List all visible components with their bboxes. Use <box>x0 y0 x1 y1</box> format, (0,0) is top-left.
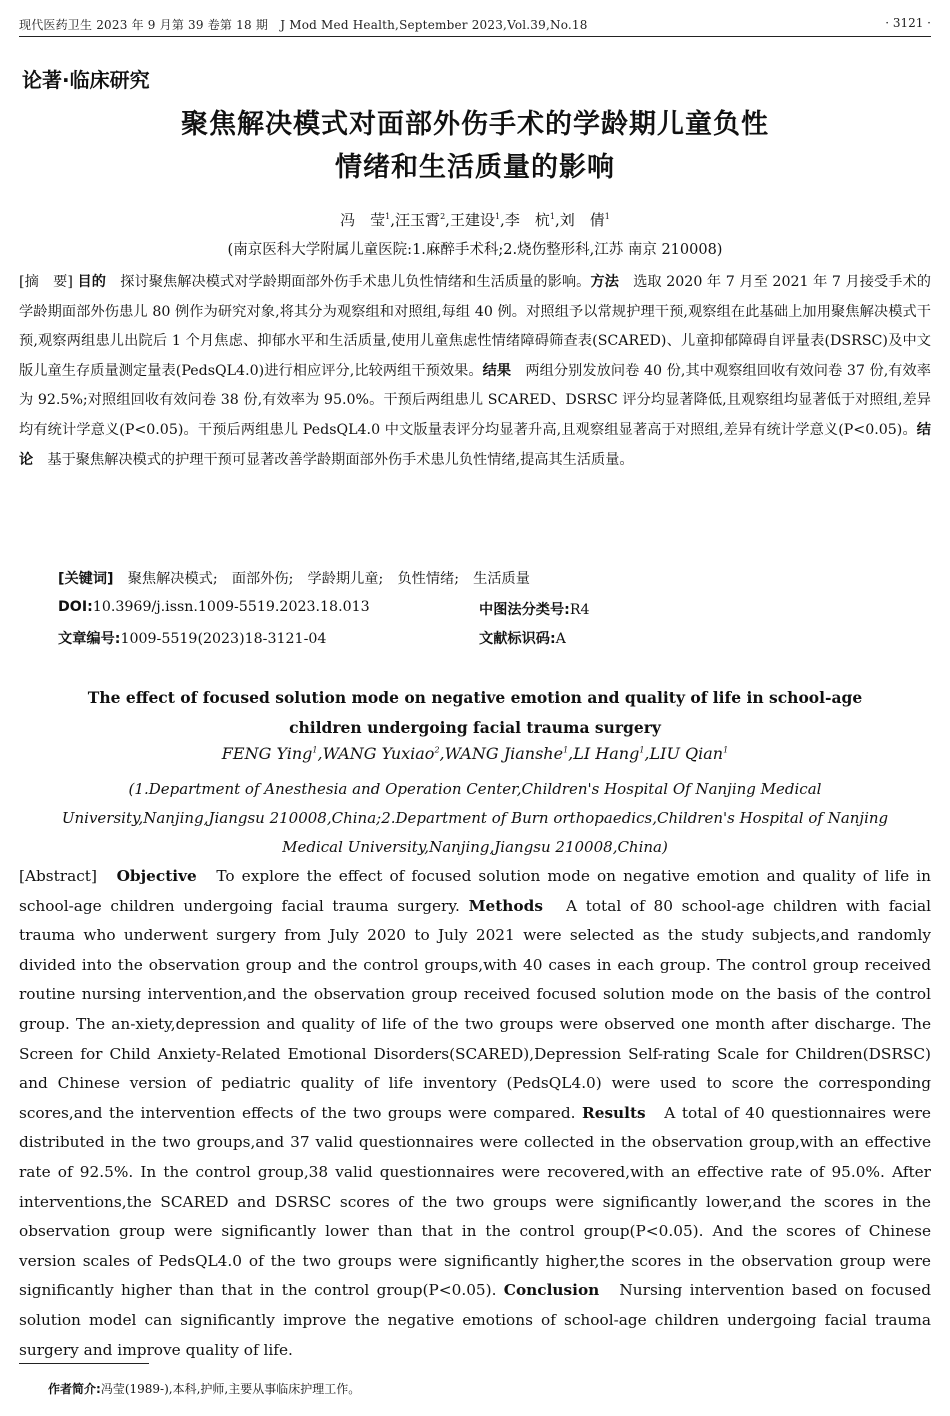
results-label: 结果 <box>482 362 512 379</box>
english-author-list: FENG Ying$^1$,WANG Yuxiao$^2$,WANG Jianshe$^1$,LI Hang$^1$,LIU Qian$^1$ <box>221 744 729 763</box>
abstract-en <box>19 862 931 1365</box>
objective-text: 探讨聚焦解决模式对学龄期面部外伤手术患儿负性情绪和生活质量的影响。 <box>120 274 591 290</box>
conclusion-en-label: Conclusion <box>503 1281 600 1300</box>
doi <box>58 599 370 615</box>
footnote-label: 作者简介: <box>48 1382 101 1396</box>
methods-text: 选取 2020 年 7 月至 2021 年 7 月接受手术的学龄期面部外伤患儿 80 例作为研究对象,将其分为观察组和对照组,每组 40 例。对照组予以常规护理干预,观察组在此基础上加用聚焦解决模式干预,观察两组患儿出院后 1 个月焦虑、抑郁水平和生活质量,使用儿童焦虑性情绪障碍筛查表(SCARED)、儿童抑郁障碍自评量表(DSRSC)及中文版儿童生存质量测定量表(PedsQL4.0)进行相应评分,比较两组干预效果。 <box>19 274 931 379</box>
title-line-1: 聚焦解决模式对面部外伤手术的学龄期儿童负性 <box>181 109 769 140</box>
doc-code-value: A <box>555 631 566 647</box>
clc-number <box>479 599 590 619</box>
author-en: LIU Qian <box>649 744 724 763</box>
author: 冯 莹 <box>340 211 386 229</box>
title-line-2: 情绪和生活质量的影响 <box>335 152 615 183</box>
doi-label: DOI: <box>58 599 93 615</box>
author-en: WANG Jianshe <box>444 744 564 763</box>
results-en-text: A total of 40 questionnaires were distributed in the two groups,and 37 valid questionnaires were collected in the observation group,with an effective rate of 92.5%. In the control group,38 valid questionnaires were recovered,with an effective rate of 95.0%. After interventions,the SCARED and DSRSC scores of the two groups were significantly lower,and the scores in the observation group were significantly lower than that in the control group(P<0.05). And the scores of Chinese version scales of PedsQL4.0 of the two groups were significantly higher,the scores in the observation group were significantly higher than that in the control group(P<0.05). <box>19 1103 931 1300</box>
doc-code-label: 文献标识码: <box>479 631 556 647</box>
methods-label: 方法 <box>590 274 619 290</box>
document-code <box>479 628 566 648</box>
author-en: LI Hang <box>573 744 640 763</box>
author: 刘 倩 <box>559 211 605 229</box>
author-en: WANG Yuxiao <box>322 744 435 763</box>
abstract-label: [摘 要] <box>19 274 73 290</box>
conclusion-text: 基于聚焦解决模式的护理干预可显著改善学龄期面部外伤手术患儿负性情绪,提高其生活质量。 <box>47 451 634 468</box>
objective-en-text: To explore the effect of focused solution mode on negative emotion and quality of life in school-age children undergoing facial trauma surgery. <box>19 867 931 915</box>
keywords-label: [关键词] <box>58 571 114 587</box>
article-no-label: 文章编号: <box>58 631 121 647</box>
objective-label: 目的 <box>77 274 106 290</box>
english-title-line-1: The effect of focused solution mode on negative emotion and quality of life in school-age <box>87 688 863 707</box>
article-no-value: 1009-5519(2023)18-3121-04 <box>120 631 327 647</box>
author-footnote <box>48 1380 360 1397</box>
footnote-divider <box>19 1363 149 1364</box>
conclusion-label: 结论 <box>19 421 931 468</box>
author: 李 杭 <box>504 211 550 229</box>
abstract-cn <box>19 268 931 475</box>
results-text: 两组分别发放问卷 40 份,其中观察组回收有效问卷 37 份,有效率为 92.5%;对照组回收有效问卷 38 份,有效率为 95.0%。干预后两组患儿 SCARED、DSRSC 评分均显著降低,且观察组均显著低于对照组,差异均有统计学意义(P<0.05)。干预后两组患儿 PedsQL4.0 中文版量表评分均显著升高,且观察组显著高于对照组,差异有统计学意义(P<0.05)。 <box>19 362 931 438</box>
keywords-text: 聚焦解决模式; 面部外伤; 学龄期儿童; 负性情绪; 生活质量 <box>127 571 530 587</box>
english-title-line-2: children undergoing facial trauma surgery <box>289 718 661 737</box>
section-label: 论著·临床研究 <box>22 68 150 92</box>
author-list: 冯 莹$^1$,汪玉霄$^2$,王建设$^1$,李 杭$^1$,刘 倩$^1$ <box>340 211 610 229</box>
clc-value: R4 <box>569 602 590 618</box>
keywords <box>58 568 530 588</box>
author-en: FENG Ying <box>221 744 313 763</box>
results-en-label: Results <box>582 1103 646 1122</box>
methods-en-label: Methods <box>468 896 543 915</box>
article-number <box>58 628 326 648</box>
author: 汪玉霄 <box>395 211 441 229</box>
english-affiliation: (1.Department of Anesthesia and Operation Center,Children's Hospital Of Nanjing Medical University,Nanjing,Jiangsu 210008,China;2.Department of Burn orthopaedics,Children's Hospital of Nanjing Medical University,Nanjing,Jiangsu 210008,China) <box>61 780 889 856</box>
author: 王建设 <box>449 211 495 229</box>
footnote-text: 冯莹(1989-),本科,护师,主要从事临床护理工作。 <box>100 1382 361 1396</box>
journal-info: 现代医药卫生 2023 年 9 月第 39 卷第 18 期 J Mod Med Health,September 2023,Vol.39,No.18 <box>19 18 588 32</box>
methods-en-text: A total of 80 school-age children with facial trauma who underwent surgery from July 2020 to July 2021 were selected as the study subjects,and randomly divided into the observation group and the control groups,with 40 cases in each group. The control group received routine nursing intervention,and the observation group received focused solution mode on the basis of the control group. The an-xiety,depression and quality of life of the two groups were observed one month after discharge. The Screen for Child Anxiety-Related Emotional Disorders(SCARED),Depression Self-rating Scale for Children(DSRSC) and Chinese version of pediatric quality of life inventory (PedsQL4.0) were used to score the corresponding scores,and the intervention effects of the two groups were compared. <box>19 896 931 1122</box>
abstract-en-label: [Abstract] <box>19 867 97 885</box>
clc-label: 中图法分类号: <box>479 602 570 618</box>
running-header <box>19 14 931 37</box>
conclusion-en-text: Nursing intervention based on focused solution model can significantly improve the negative emotions of school-age children undergoing facial trauma surgery and improve quality of life. <box>19 1281 931 1359</box>
doi-value: 10.3969/j.issn.1009-5519.2023.18.013 <box>92 599 370 615</box>
objective-en-label: Objective <box>116 867 197 885</box>
page-number: · 3121 · <box>885 16 931 30</box>
affiliation: (南京医科大学附属儿童医院:1.麻醉手术科;2.烧伤整形科,江苏 南京 210008) <box>227 242 723 258</box>
